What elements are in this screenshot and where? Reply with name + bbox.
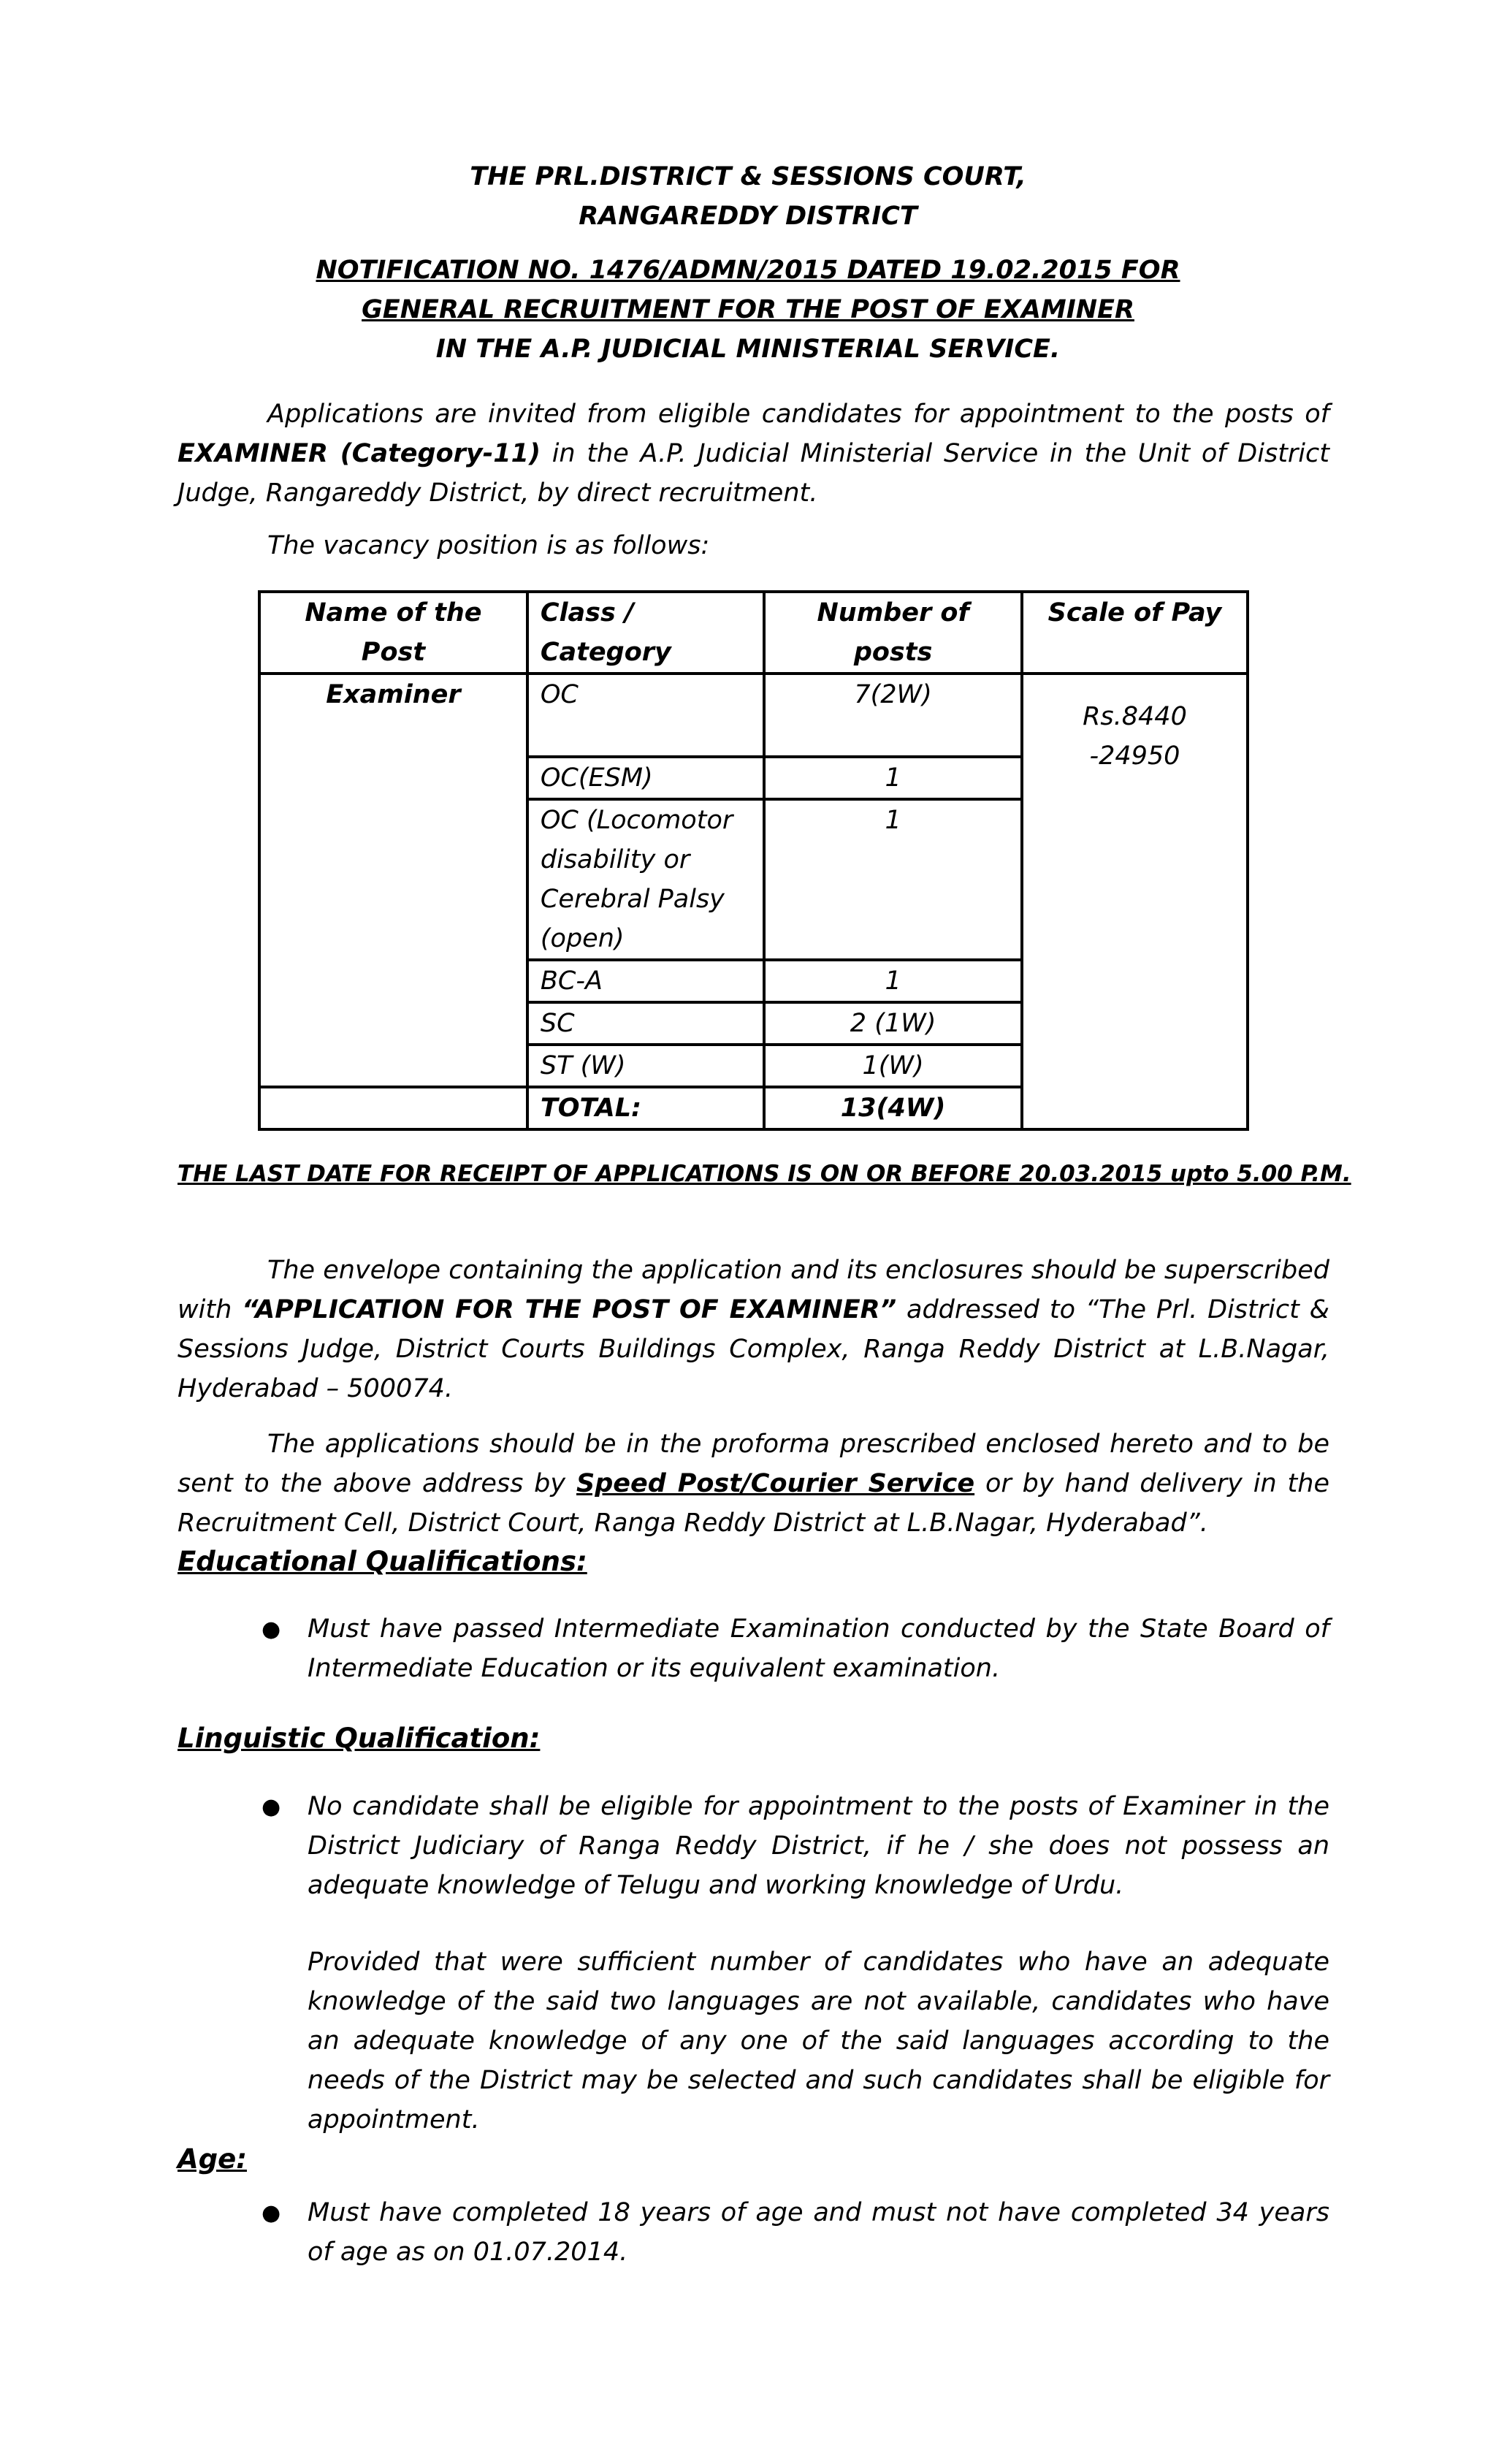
notification-title-line-1: NOTIFICATION NO. 1476/ADMN/2015 DATED 19.02.2015 FOR	[316, 256, 1180, 285]
post-name-spacer	[259, 757, 527, 799]
post-name-spacer	[259, 799, 527, 960]
intro-text-a: Applications are invited from eligible candidates for appointment to the posts of	[267, 400, 1329, 429]
post-name-cell: Examiner	[259, 674, 527, 757]
proforma-text-a: The applications should be in the proforma prescribed enclosed hereto and to be sent to the above address by	[178, 1430, 1329, 1498]
post-name-spacer	[259, 960, 527, 1002]
notification-title-line-2: GENERAL RECRUITMENT FOR THE POST OF EXAMINER	[362, 295, 1134, 324]
deadline-notice: THE LAST DATE FOR RECEIPT OF APPLICATIONS IS ON OR BEFORE 20.03.2015 upto 5.00 P.M.	[178, 1161, 1351, 1187]
linguistic-qualification-title: Linguistic Qualification:	[178, 1723, 541, 1754]
age-title: Age:	[178, 2143, 248, 2175]
table-row	[259, 674, 1248, 757]
vacancy-table	[258, 590, 1249, 1131]
bullet-icon: ●	[262, 1794, 281, 1820]
age-requirement: Must have completed 18 years of age and must not have completed 34 years of age as on 01.07.2014.	[308, 2198, 1329, 2267]
district-name-line: RANGAREDDY DISTRICT	[579, 202, 917, 231]
court-name-line: THE PRL.DISTRICT & SESSIONS COURT,	[470, 162, 1026, 191]
posts-cell: 2 (1W)	[764, 1002, 1022, 1045]
category-cell: OC (Locomotor disability or Cerebral Palsy (open)	[527, 799, 764, 960]
linguistic-requirement: No candidate shall be eligible for appointment to the posts of Examiner in the District Judiciary of Ranga Reddy District, if he / she does not possess an adequate knowledge of Telugu and working knowledge of Urdu.	[308, 1792, 1329, 1900]
intro-paragraph	[178, 394, 1329, 513]
header-class-category: Class / Category	[527, 592, 764, 674]
proforma-paragraph	[178, 1424, 1329, 1543]
education-requirement: Must have passed Intermediate Examination conducted by the State Board of Intermediate Education or its equivalent examination.	[308, 1614, 1329, 1683]
posts-cell: 1	[764, 757, 1022, 799]
envelope-superscription: “APPLICATION FOR THE POST OF EXAMINER”	[242, 1295, 897, 1324]
total-label: TOTAL:	[527, 1087, 764, 1129]
category-cell: BC-A	[527, 960, 764, 1002]
vacancy-intro: The vacancy position is as follows:	[267, 531, 710, 560]
header-name-of-post: Name of the Post	[259, 592, 527, 674]
educational-qualifications-title: Educational Qualifications:	[178, 1546, 587, 1577]
total-value: 13(4W)	[764, 1087, 1022, 1129]
envelope-text-a: The envelope containing the application and its enclosures should be superscribed with	[178, 1256, 1329, 1324]
linguistic-proviso: Provided that were sufficient number of candidates who have an adequate knowledge of the said two languages are not available, candidates who have an adequate knowledge of any one of the said languages according to the needs of the District may be selected and such candidates shall be eligible for appointment.	[308, 1948, 1329, 2135]
table-header-row	[259, 592, 1248, 674]
category-cell: OC	[527, 674, 764, 757]
scale-of-pay-cell: Rs.8440 -24950	[1022, 674, 1248, 1129]
post-name-spacer	[259, 1002, 527, 1045]
delivery-method: Speed Post/Courier Service	[576, 1469, 975, 1498]
post-category: EXAMINER (Category-11)	[178, 439, 541, 468]
header-number-of-posts: Number of posts	[764, 592, 1022, 674]
intro-text-b: in the A.P. Judicial Ministerial Service in the Unit of District Judge, Rangareddy District, by direct recruitment.	[178, 439, 1329, 508]
category-cell: SC	[527, 1002, 764, 1045]
posts-cell: 7(2W)	[764, 674, 1022, 757]
posts-cell: 1	[764, 799, 1022, 960]
posts-cell: 1	[764, 960, 1022, 1002]
total-spacer	[259, 1087, 527, 1129]
category-cell: ST (W)	[527, 1045, 764, 1087]
envelope-text-b: addressed to “The Prl. District & Sessions Judge, District Courts Buildings Complex, Ranga Reddy District at L.B.Nagar, Hyderabad – 500074.	[178, 1295, 1329, 1403]
bullet-icon: ●	[262, 1617, 281, 1642]
bullet-icon: ●	[262, 2200, 281, 2226]
envelope-paragraph	[178, 1251, 1329, 1408]
header-scale-of-pay: Scale of Pay	[1022, 592, 1248, 674]
posts-cell: 1(W)	[764, 1045, 1022, 1087]
proforma-text-b: or by hand delivery in the Recruitment Cell, District Court, Ranga Reddy District at L.B.Nagar, Hyderabad”.	[178, 1469, 1329, 1538]
category-cell: OC(ESM)	[527, 757, 764, 799]
post-name-spacer	[259, 1045, 527, 1087]
notification-title-line-3: IN THE A.P. JUDICIAL MINISTERIAL SERVICE.	[435, 335, 1061, 364]
